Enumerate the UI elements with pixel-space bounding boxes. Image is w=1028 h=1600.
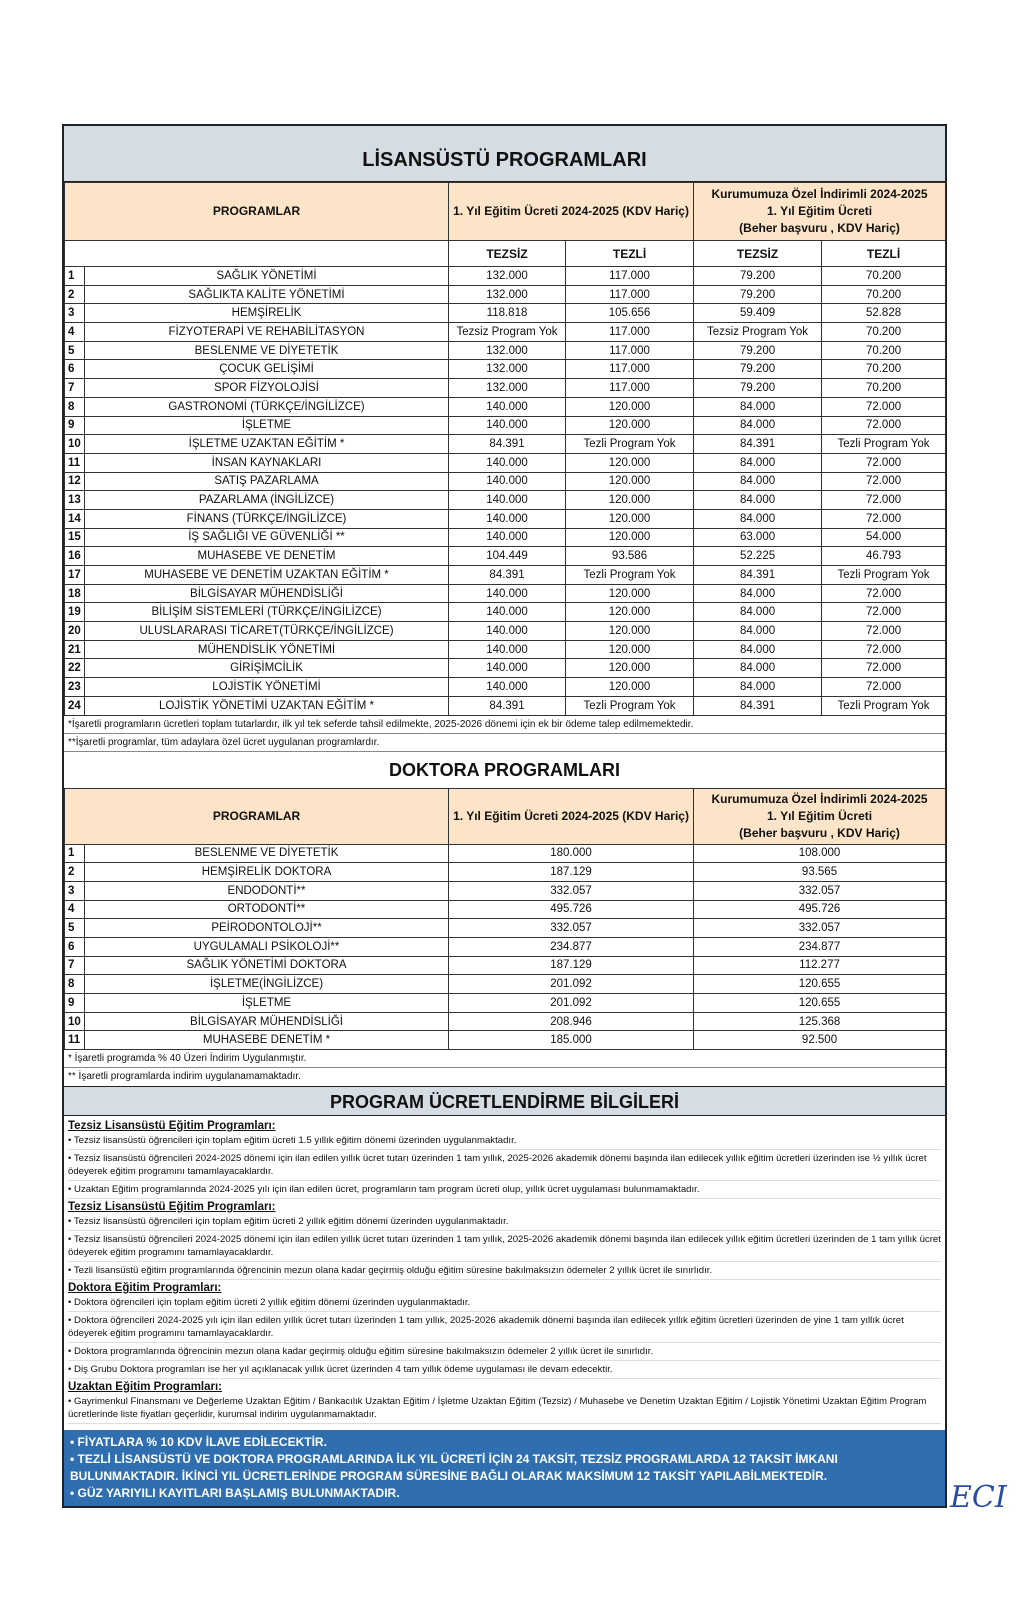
info-section-heading: Tezsiz Lisansüstü Eğitim Programları: [68,1201,276,1214]
row-number: 10 [65,435,85,454]
program-name: İŞLETME [85,416,449,435]
program-name: GİRİŞİMCİLİK [85,659,449,678]
discount-tezli-fee: 70.200 [822,360,946,379]
table-row [65,1031,946,1050]
tezli-fee: Tezli Program Yok [566,696,694,715]
table-row [65,640,946,659]
fee: 187.129 [449,956,694,975]
doktora-body [65,844,946,1050]
row-number: 24 [65,696,85,715]
discount-tezsiz-fee: 84.000 [694,622,822,641]
discount-tezli-fee: 72.000 [822,622,946,641]
table-row [65,360,946,379]
info-item: • Tezsiz lisansüstü öğrencileri 2024-2025 dönemi için ilan edilen yıllık ücret tutarı üzerinden 1 tam yıllık, 2025-2026 akademik dönemi başında ilan edilecek yıllık eğitim ücretleri üzerinden de 1 tam yıllık ücret ödeyerek eğitim programını tamamlayacaklardır. [68,1231,941,1262]
discount-tezli-fee: 72.000 [822,603,946,622]
table-row [65,528,946,547]
row-number: 11 [65,1031,85,1050]
tezsiz-fee: 132.000 [449,379,566,398]
discount-tezsiz-fee: 79.200 [694,285,822,304]
footer-line-3: • GÜZ YARIYILI KAYITLARI BAŞLAMIŞ BULUNMAKTADIR. [70,1486,400,1501]
tezsiz-fee: Tezsiz Program Yok [449,323,566,342]
discount-tezsiz-fee: 84.000 [694,472,822,491]
table-row [65,900,946,919]
discount-tezsiz-fee: 84.000 [694,584,822,603]
discount-fee: 120.655 [694,975,946,994]
tezli-fee: 120.000 [566,416,694,435]
program-name: ENDODONTİ** [85,881,449,900]
program-name: PAZARLAMA (İNGİLİZCE) [85,491,449,510]
table-row [65,919,946,938]
row-number: 8 [65,397,85,416]
tezsiz-fee: 84.391 [449,566,566,585]
program-name: İNSAN KAYNAKLARI [85,453,449,472]
footer-line-2: • TEZLİ LİSANSÜSTÜ VE DOKTORA PROGRAMLARINDA İLK YIL ÜCRETİ İÇİN 24 TAKSİT, TEZSİZ PROGRAMLARDA 12 TAKSİT İMKANI BULUNMAKTADIR. İKİNCİ YIL ÜCRETLERİNDE PROGRAM SÜRESİNE BAĞLI OLARAK MAKSİMUM 12 TAKSİT YAPILABİLMEKTEDİR. [70,1452,838,1484]
discount-tezsiz-fee: 84.000 [694,491,822,510]
fee: 185.000 [449,1031,694,1050]
info-item: • Tezli lisansüstü eğitim programlarında öğrencinin mezun olana kadar geçirmiş olduğu eğitim süresine bakılmaksızın ödemeler 2 yıllık ücret ile sınırlıdır. [68,1262,941,1280]
table-row [65,341,946,360]
table-row [65,678,946,697]
tezli-fee: Tezli Program Yok [566,435,694,454]
table-row [65,472,946,491]
discount-tezli-fee: 70.200 [822,323,946,342]
row-number: 23 [65,678,85,697]
tezsiz-fee: 132.000 [449,285,566,304]
discount-tezli-subheader: TEZLİ [822,241,946,267]
discount-tezsiz-subheader: TEZSİZ [694,241,822,267]
row-number: 7 [65,379,85,398]
signature: ECI [950,1480,1007,1515]
programs-header: PROGRAMLAR [65,183,449,241]
discount-fee: 112.277 [694,956,946,975]
tezsiz-fee: 140.000 [449,491,566,510]
fee: 201.092 [449,994,694,1013]
row-number: 1 [65,844,85,863]
discount-tezsiz-fee: 52.225 [694,547,822,566]
discount-tezli-fee: Tezli Program Yok [822,696,946,715]
table-row [65,975,946,994]
program-name: LOJİSTİK YÖNETİMİ [85,678,449,697]
info-body [64,1116,945,1424]
table-row [65,994,946,1013]
tezli-fee: 120.000 [566,509,694,528]
discount-tezsiz-fee: 84.391 [694,566,822,585]
info-item: • Tezsiz lisansüstü öğrencileri 2024-2025 dönemi için ilan edilen yıllık ücret tutarı üzerinden 1 tam yıllık, 2025-2026 akademik dönemi başında ilan edilecek yıllık eğitim ücretleri üzerinden ise ½ yıllık ücret ödeyerek eğitim programını tamamlayacaklardır. [68,1150,941,1181]
fee: 332.057 [449,919,694,938]
row-number: 19 [65,603,85,622]
table-row [65,416,946,435]
discount-tezli-fee: 72.000 [822,584,946,603]
row-number: 20 [65,622,85,641]
discount-tezsiz-fee: 84.000 [694,603,822,622]
table-row [65,881,946,900]
discount-fee: 93.565 [694,863,946,882]
discount-tezsiz-fee: 84.000 [694,659,822,678]
discount-tezli-fee: 46.793 [822,547,946,566]
table-row [65,696,946,715]
tezli-fee: 120.000 [566,603,694,622]
row-number: 17 [65,566,85,585]
program-name: SATIŞ PAZARLAMA [85,472,449,491]
lisansustu-note-2: **İşaretli programlar, tüm adaylara özel ücret uygulanan programlardır. [64,734,945,752]
doktora-discount-line-1: Kurumumuza Özel İndirimli 2024-2025 [711,791,928,806]
table-row [65,267,946,286]
info-section-heading: Uzaktan Eğitim Programları: [68,1381,223,1394]
discount-tezsiz-fee: 84.391 [694,696,822,715]
footer-line-1: • FİYATLARA % 10 KDV İLAVE EDİLECEKTİR. [70,1435,327,1450]
table-row [65,397,946,416]
info-item: • Tezsiz lisansüstü öğrencileri için toplam eğitim ücreti 2 yıllık eğitim dönemi üzerinden uygulanmaktadır. [68,1213,941,1231]
info-item: • Doktora öğrencileri için toplam eğitim ücreti 2 yıllık eğitim dönemi üzerinden uygulanmaktadır. [68,1294,941,1312]
tezsiz-fee: 84.391 [449,435,566,454]
row-number: 13 [65,491,85,510]
doktora-discount-line-2: 1. Yıl Eğitim Ücreti [766,808,873,823]
tezli-fee: 117.000 [566,379,694,398]
discount-tezsiz-fee: 79.200 [694,341,822,360]
discount-tezli-fee: 72.000 [822,491,946,510]
fee: 495.726 [449,900,694,919]
tezsiz-fee: 118.818 [449,304,566,323]
program-name: ORTODONTİ** [85,900,449,919]
row-number: 2 [65,285,85,304]
program-name: MUHASEBE VE DENETİM [85,547,449,566]
tezli-fee: 120.000 [566,640,694,659]
table-row [65,863,946,882]
program-name: HEMŞİRELİK DOKTORA [85,863,449,882]
program-name: BESLENME VE DİYETETİK [85,341,449,360]
tezli-fee: 120.000 [566,584,694,603]
fee: 332.057 [449,881,694,900]
row-number: 21 [65,640,85,659]
discount-header [694,183,946,241]
table-row [65,603,946,622]
discount-tezli-fee: 70.200 [822,379,946,398]
discount-fee: 234.877 [694,937,946,956]
program-name: BİLGİSAYAR MÜHENDİSLİĞİ [85,1012,449,1031]
lisansustu-table [64,182,946,716]
discount-tezli-fee: 72.000 [822,640,946,659]
table-row [65,304,946,323]
info-item: • Doktora öğrencileri 2024-2025 yılı için ilan edilen yıllık ücret tutarı üzerinden 1 tam yıllık, 2025-2026 akademik dönemi başında ilan edilecek yıllık eğitim ücretleri üzerinden de yine 1 tam yıllık ücret ödeyerek eğitim programını tamamlayacaklardır. [68,1312,941,1343]
tezsiz-fee: 140.000 [449,678,566,697]
discount-tezli-fee: 72.000 [822,453,946,472]
doktora-header-row [65,788,946,844]
discount-tezli-fee: Tezli Program Yok [822,435,946,454]
discount-tezli-fee: 52.828 [822,304,946,323]
tezli-fee: 120.000 [566,397,694,416]
program-name: SAĞLIK YÖNETİMİ [85,267,449,286]
discount-fee: 120.655 [694,994,946,1013]
tezsiz-fee: 140.000 [449,509,566,528]
doktora-table [64,788,946,1051]
program-name: MUHASEBE VE DENETİM UZAKTAN EĞİTİM * [85,566,449,585]
doktora-discount-line-3: (Beher başvuru , KDV Hariç) [739,825,900,840]
doktora-discount-header [694,788,946,844]
discount-tezsiz-fee: 84.000 [694,678,822,697]
program-name: İŞ SAĞLIĞI VE GÜVENLİĞİ ** [85,528,449,547]
tezli-fee: 120.000 [566,491,694,510]
row-number: 18 [65,584,85,603]
tezli-fee: 117.000 [566,323,694,342]
table-row [65,584,946,603]
row-number: 5 [65,341,85,360]
info-section-heading: Doktora Eğitim Programları: [68,1282,222,1295]
table-row [65,435,946,454]
table-row [65,323,946,342]
fee: 208.946 [449,1012,694,1031]
row-number: 16 [65,547,85,566]
program-name: BİLİŞİM SİSTEMLERİ (TÜRKÇE/İNGİLİZCE) [85,603,449,622]
tezsiz-fee: 140.000 [449,528,566,547]
tezsiz-fee: 140.000 [449,640,566,659]
table-row [65,566,946,585]
tezli-fee: 120.000 [566,678,694,697]
row-number: 22 [65,659,85,678]
tezsiz-fee: 140.000 [449,603,566,622]
row-number: 9 [65,416,85,435]
table-row [65,622,946,641]
program-name: BESLENME VE DİYETETİK [85,844,449,863]
lisansustu-header-row [65,183,946,241]
blank-subheader [65,241,449,267]
discount-tezsiz-fee: 84.000 [694,416,822,435]
tezli-fee: 120.000 [566,622,694,641]
tezsiz-fee: 140.000 [449,659,566,678]
doktora-title: DOKTORA PROGRAMLARI [389,759,620,780]
tezli-fee: 120.000 [566,528,694,547]
row-number: 10 [65,1012,85,1031]
lisansustu-title: LİSANSÜSTÜ PROGRAMLARI [64,126,945,182]
table-row [65,1012,946,1031]
program-name: SAĞLIK YÖNETİMİ DOKTORA [85,956,449,975]
row-number: 1 [65,267,85,286]
table-row [65,379,946,398]
row-number: 3 [65,881,85,900]
row-number: 3 [65,304,85,323]
program-name: SPOR FİZYOLOJİSİ [85,379,449,398]
program-name: FİNANS (TÜRKÇE/İNGİLİZCE) [85,509,449,528]
tezli-subheader: TEZLİ [566,241,694,267]
discount-tezsiz-fee: 84.000 [694,509,822,528]
discount-tezli-fee: 70.200 [822,267,946,286]
discount-tezsiz-fee: 59.409 [694,304,822,323]
discount-tezli-fee: 70.200 [822,285,946,304]
row-number: 12 [65,472,85,491]
tezli-fee: 105.656 [566,304,694,323]
row-number: 5 [65,919,85,938]
tezsiz-subheader: TEZSİZ [449,241,566,267]
program-name: ULUSLARARASI TİCARET(TÜRKÇE/İNGİLİZCE) [85,622,449,641]
tezsiz-fee: 84.391 [449,696,566,715]
program-name: İŞLETME UZAKTAN EĞİTİM * [85,435,449,454]
tezsiz-fee: 132.000 [449,360,566,379]
discount-tezsiz-fee: 79.200 [694,267,822,286]
row-number: 6 [65,937,85,956]
discount-tezli-fee: 72.000 [822,509,946,528]
info-item: • Doktora programlarında öğrencinin mezun olana kadar geçirmiş olduğu eğitim süresine bakılmaksızın ödemeler 2 yıllık ücret ile sınırlıdır. [68,1343,941,1361]
table-row [65,509,946,528]
discount-fee: 495.726 [694,900,946,919]
table-row [65,285,946,304]
row-number: 7 [65,956,85,975]
program-name: İŞLETME(İNGİLİZCE) [85,975,449,994]
tezsiz-fee: 132.000 [449,341,566,360]
tezli-fee: 117.000 [566,285,694,304]
tezli-fee: 117.000 [566,267,694,286]
program-name: MÜHENDİSLİK YÖNETİMİ [85,640,449,659]
fee: 187.129 [449,863,694,882]
discount-header-line-2: 1. Yıl Eğitim Ücreti [766,204,873,218]
discount-tezli-fee: 72.000 [822,397,946,416]
row-number: 4 [65,323,85,342]
info-title: PROGRAM ÜCRETLENDİRME BİLGİLERİ [64,1086,945,1116]
info-item: • Uzaktan Eğitim programlarında 2024-2025 yılı için ilan edilen ücret, programların tam program ücreti olup, yıllık ücret uygulaması bulunmamaktadır. [68,1181,941,1199]
discount-tezsiz-fee: 84.000 [694,640,822,659]
discount-tezli-fee: 72.000 [822,678,946,697]
row-number: 8 [65,975,85,994]
row-number: 6 [65,360,85,379]
tezli-fee: 117.000 [566,360,694,379]
lisansustu-body [65,267,946,716]
row-number: 4 [65,900,85,919]
doktora-programs-header: PROGRAMLAR [65,788,449,844]
program-name: SAĞLIKTA KALİTE YÖNETİMİ [85,285,449,304]
discount-fee: 92.500 [694,1031,946,1050]
tezsiz-fee: 140.000 [449,622,566,641]
row-number: 14 [65,509,85,528]
program-name: LOJİSTİK YÖNETİMİ UZAKTAN EĞİTİM * [85,696,449,715]
doktora-note-1: * İşaretli programda % 40 Üzeri İndirim Uygulanmıştır. [64,1050,945,1068]
tezsiz-fee: 104.449 [449,547,566,566]
tezli-fee: 93.586 [566,547,694,566]
table-row [65,453,946,472]
tezli-fee: 120.000 [566,659,694,678]
program-name: İŞLETME [85,994,449,1013]
discount-tezsiz-fee: Tezsiz Program Yok [694,323,822,342]
discount-tezli-fee: Tezli Program Yok [822,566,946,585]
table-row [65,659,946,678]
footer-banner [64,1430,945,1506]
info-section-heading: Tezsiz Lisansüstü Eğitim Programları: [68,1120,276,1133]
discount-tezsiz-fee: 84.000 [694,397,822,416]
program-name: MUHASEBE DENETİM * [85,1031,449,1050]
discount-tezli-fee: 72.000 [822,659,946,678]
discount-fee: 108.000 [694,844,946,863]
fee: 234.877 [449,937,694,956]
row-number: 15 [65,528,85,547]
tezli-fee: 120.000 [566,472,694,491]
discount-tezli-fee: 72.000 [822,416,946,435]
row-number: 2 [65,863,85,882]
discount-tezsiz-fee: 84.391 [694,435,822,454]
discount-header-line-3: (Beher başvuru , KDV Hariç) [739,221,900,235]
table-row [65,547,946,566]
program-name: FİZYOTERAPİ VE REHABİLİTASYON [85,323,449,342]
discount-header-line-1: Kurumumuza Özel İndirimli 2024-2025 [711,187,928,201]
program-name: HEMŞİRELİK [85,304,449,323]
info-item: • Gayrimenkul Finansmanı ve Değerleme Uzaktan Eğitim / Bankacılık Uzaktan Eğitim / İşletme Uzaktan Eğitim (Tezsiz) / Muhasebe ve Denetim Uzaktan Eğitim / Lojistik Yönetimi Uzaktan Eğitim Program ücretlerinde liste fiyatları geçerlidir, kurumsal indirim uygulanmamaktadır. [68,1393,941,1424]
tezsiz-fee: 132.000 [449,267,566,286]
tezsiz-fee: 140.000 [449,397,566,416]
fee-sheet [62,124,947,1508]
program-name: BİLGİSAYAR MÜHENDİSLİĞİ [85,584,449,603]
table-row [65,844,946,863]
program-name: UYGULAMALI PSİKOLOJİ** [85,937,449,956]
doktora-fee-header: 1. Yıl Eğitim Ücreti 2024-2025 (KDV Hariç) [449,788,694,844]
tezsiz-fee: 140.000 [449,453,566,472]
discount-tezsiz-fee: 63.000 [694,528,822,547]
tezsiz-fee: 140.000 [449,472,566,491]
discount-tezli-fee: 54.000 [822,528,946,547]
table-row [65,937,946,956]
info-item: • Tezsiz lisansüstü öğrencileri için toplam eğitim ücreti 1.5 yıllık eğitim dönemi üzerinden uygulanmaktadır. [68,1132,941,1150]
table-row [65,956,946,975]
discount-fee: 332.057 [694,881,946,900]
lisansustu-subheader-row [65,241,946,267]
discount-tezsiz-fee: 79.200 [694,379,822,398]
program-name: ÇOCUK GELİŞİMİ [85,360,449,379]
discount-fee: 125.368 [694,1012,946,1031]
tezsiz-fee: 140.000 [449,416,566,435]
discount-tezsiz-fee: 79.200 [694,360,822,379]
row-number: 11 [65,453,85,472]
info-item: • Diş Grubu Doktora programları ise her yıl açıklanacak yıllık ücret üzerinden 4 tam yıllık ödeme uygulaması ile devam edecektir. [68,1361,941,1379]
tezli-fee: 120.000 [566,453,694,472]
program-name: GASTRONOMİ (TÜRKÇE/İNGİLİZCE) [85,397,449,416]
lisansustu-note-1: *İşaretli programların ücretleri toplam tutarlardır, ilk yıl tek seferde tahsil edilmekte, 2025-2026 dönemi için ek bir ödeme talep edilmemektedir. [64,716,945,734]
table-row [65,491,946,510]
doktora-note-2: ** İşaretli programlarda indirim uygulanamamaktadır. [68,1071,301,1083]
fee: 180.000 [449,844,694,863]
fee-header: 1. Yıl Eğitim Ücreti 2024-2025 (KDV Hariç) [449,183,694,241]
tezsiz-fee: 140.000 [449,584,566,603]
tezli-fee: 117.000 [566,341,694,360]
discount-tezli-fee: 72.000 [822,472,946,491]
row-number: 9 [65,994,85,1013]
tezli-fee: Tezli Program Yok [566,566,694,585]
discount-tezsiz-fee: 84.000 [694,453,822,472]
discount-fee: 332.057 [694,919,946,938]
program-name: PEİRODONTOLOJİ** [85,919,449,938]
discount-tezli-fee: 70.200 [822,341,946,360]
fee: 201.092 [449,975,694,994]
